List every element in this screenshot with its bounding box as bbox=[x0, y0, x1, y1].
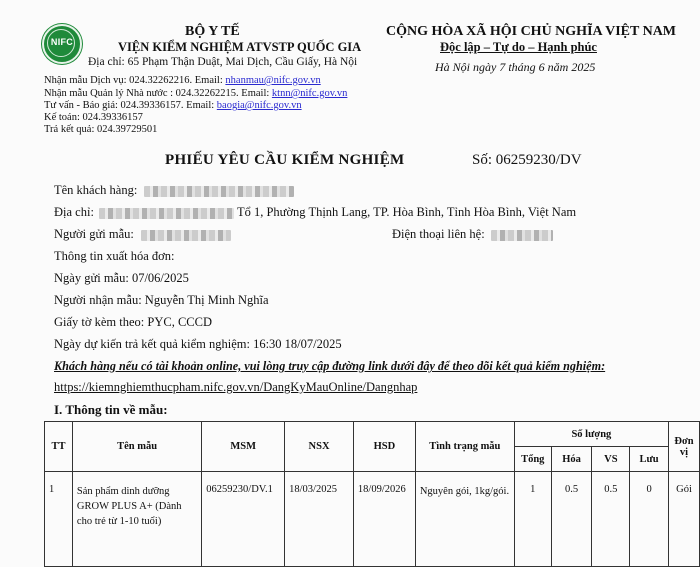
address-value: Tổ 1, Phường Thịnh Lang, TP. Hòa Bình, Tỉnh Hòa Bình, Việt Nam bbox=[236, 205, 577, 219]
email-link-ktnn[interactable]: ktnn@nifc.gov.vn bbox=[271, 88, 348, 99]
customer-name-row bbox=[54, 183, 294, 198]
receiver-name: Người nhận mẫu: Nguyễn Thị Minh Nghĩa bbox=[54, 293, 269, 307]
expected-result-date: Ngày dự kiến trả kết quả kiểm nghiệm: 16:30 18/07/2025 bbox=[54, 337, 342, 351]
col-hsd: HSD bbox=[353, 422, 415, 472]
cell-total: 1 bbox=[514, 472, 551, 567]
institute-address: Địa chỉ: 65 Phạm Thận Duật, Mai Dịch, Cầu Giấy, Hà Nội bbox=[88, 56, 358, 68]
nation-title: CỘNG HÒA XÃ HỘI CHỦ NGHĨA VIỆT NAM bbox=[386, 24, 677, 39]
sample-table bbox=[44, 421, 700, 567]
cell-unit: Gói bbox=[668, 472, 699, 567]
invoice-info: Thông tin xuất hóa đơn: bbox=[54, 249, 175, 263]
section-title: I. Thông tin về mẫu: bbox=[54, 402, 168, 417]
address-label: Địa chỉ: bbox=[54, 205, 94, 219]
col-total: Tổng bbox=[514, 447, 551, 472]
sent-date: Ngày gửi mẫu: 07/06/2025 bbox=[54, 271, 189, 285]
email-link-nhanmau[interactable]: nhanmau@nifc.gov.vn bbox=[225, 75, 321, 86]
sender-row bbox=[54, 227, 231, 242]
form-title: PHIẾU YÊU CẦU KIỂM NGHIỆM bbox=[165, 152, 405, 168]
institute-name: VIỆN KIỂM NGHIỆM ATVSTP QUỐC GIA bbox=[118, 40, 362, 54]
col-status: Tình trạng mẫu bbox=[415, 422, 514, 472]
online-note: Khách hàng nếu có tài khoản online, vui lòng truy cập đường link dưới đây để theo dõi kết quả kiểm nghiệm: bbox=[54, 359, 606, 373]
col-quantity: Số lượng bbox=[514, 422, 668, 447]
col-nsx: NSX bbox=[285, 422, 354, 472]
redacted-customer-name bbox=[144, 186, 294, 197]
table-row bbox=[45, 472, 700, 567]
phone-label: Điện thoại liên hệ: bbox=[392, 227, 485, 241]
attached-documents: Giấy tờ kèm theo: PYC, CCCD bbox=[54, 315, 213, 329]
cell-vs: 0.5 bbox=[592, 472, 630, 567]
contact-label: Nhận mẫu Dịch vụ: 024.32262216. Email: bbox=[44, 75, 226, 86]
contact-line-accounting: Kế toán: 024.39336157 bbox=[44, 112, 143, 123]
cell-hsd: 18/09/2026 bbox=[353, 472, 415, 567]
redacted-phone bbox=[491, 230, 553, 241]
table-header-row bbox=[45, 422, 700, 447]
col-store: Lưu bbox=[630, 447, 669, 472]
cell-nsx: 18/03/2025 bbox=[285, 472, 354, 567]
cell-tt: 1 bbox=[45, 472, 73, 567]
col-name: Tên mẫu bbox=[72, 422, 201, 472]
col-msm: MSM bbox=[202, 422, 285, 472]
cell-msm: 06259230/DV.1 bbox=[202, 472, 285, 567]
contact-label: Tư vấn - Báo giá: 024.39336157. Email: bbox=[44, 100, 217, 111]
logo-text: NIFC bbox=[50, 37, 74, 47]
address-row bbox=[54, 205, 576, 220]
col-unit: Đơn vị bbox=[668, 422, 699, 472]
contact-label: Nhận mẫu Quản lý Nhà nước : 024.32262215. Email: bbox=[44, 88, 272, 99]
document-date: Hà Nội ngày 7 tháng 6 năm 2025 bbox=[435, 60, 596, 74]
cell-status: Nguyên gói, 1kg/gói. bbox=[415, 472, 514, 567]
cell-chem: 0.5 bbox=[551, 472, 592, 567]
cell-name: Sản phẩm dinh dưỡng GROW PLUS A+ (Dành cho trẻ từ 1-10 tuổi) bbox=[72, 472, 201, 567]
col-tt: TT bbox=[45, 422, 73, 472]
redacted-sender bbox=[141, 230, 231, 241]
customer-label: Tên khách hàng: bbox=[54, 183, 138, 197]
col-chem: Hóa bbox=[551, 447, 592, 472]
contact-line-state bbox=[44, 88, 347, 99]
col-vs: VS bbox=[592, 447, 630, 472]
cell-store: 0 bbox=[630, 472, 669, 567]
contact-line-quote bbox=[44, 100, 302, 111]
nifc-logo bbox=[42, 24, 82, 64]
sender-label: Người gửi mẫu: bbox=[54, 227, 134, 241]
email-link-baogia[interactable]: baogia@nifc.gov.vn bbox=[216, 100, 302, 111]
nation-motto: Độc lập – Tự do – Hạnh phúc bbox=[440, 40, 597, 54]
redacted-address bbox=[99, 208, 234, 219]
phone-row bbox=[392, 227, 553, 242]
ministry-name: BỘ Y TẾ bbox=[185, 24, 240, 39]
contact-line-service bbox=[44, 75, 321, 86]
online-result-link[interactable]: https://kiemnghiemthucpham.nifc.gov.vn/DangKyMauOnline/Dangnhap bbox=[54, 380, 418, 394]
form-number: Số: 06259230/DV bbox=[472, 152, 582, 168]
contact-line-results: Trả kết quả: 024.39729501 bbox=[44, 124, 158, 135]
